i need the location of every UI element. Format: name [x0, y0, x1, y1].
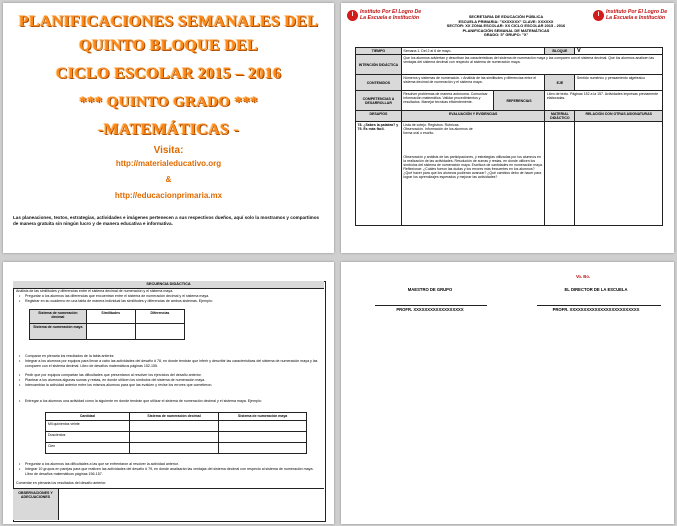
logo-line-2: La Escuela e Institución [606, 15, 666, 21]
tiempo-label: TIEMPO [356, 48, 402, 55]
signatures-page [341, 262, 674, 524]
eje-label: EJE [545, 75, 575, 91]
logo-line-1: Instituto Por El Logro De [606, 9, 668, 15]
t2-row-label: Doscientos [46, 432, 130, 443]
observaciones-divider [13, 488, 324, 489]
comparison-table-1 [29, 309, 185, 340]
sequence-step-7: • Intercambiar la actividad anterior entre los mismos alumnos para que las evalúen y revise los errores que cometieron. [25, 383, 319, 388]
sequence-title: SECUENCIA DIDÁCTICA [13, 281, 324, 289]
desafios-header: DESAFÍOS [356, 111, 402, 122]
contenidos-label: CONTENIDOS [356, 75, 402, 91]
evaluacion-value: Lista de cotejo. Registros. Rúbricas. Observación. Información de los alumnos de forma oral o escrito. [403, 123, 473, 135]
bloque-label: BLOQUE [545, 48, 575, 55]
sequence-step-1: • Preguntar a los alumnos las diferencias que encuentran entre el sistema de numeración decimal y el sistema maya. [25, 294, 319, 299]
material-header: MATERIAL DIDÁCTICO [545, 111, 575, 122]
school-header [421, 15, 591, 38]
cover-page [3, 3, 334, 253]
sequence-page [3, 262, 334, 524]
director-signature-line [537, 305, 661, 306]
director-title: EL DIRECTOR DE LA ESCUELA [564, 287, 628, 292]
t1-cell [86, 324, 135, 340]
sequence-step-9: • Preguntar a los alumnos las dificultades a las que se enfrentaron al resolver la actividad anterior. [25, 462, 319, 467]
logo-line-2: La Escuela e Institución [360, 15, 420, 21]
sequence-step-8: • Entregar a los alumnos una actividad como la siguiente en donde tendrán que utilizar el sistema de numeración decimal y el sistema maya. Ejemplo: [25, 399, 319, 404]
cover-visit-label: Visita: [153, 145, 184, 156]
cover-ampersand: & [165, 175, 172, 184]
header-line: GRADO: 5° GRUPO: "X" [483, 32, 529, 38]
tiempo-value: Semana 1. Del 2 al 6 de mayo. [401, 48, 545, 55]
sequence-step-5: • Pedir que por equipos compartan las dificultades que presentaron al resolver los ejercicios del desafío anterior. [25, 373, 319, 378]
competencias-label: COMPETENCIAS A DESARROLLAR [356, 91, 402, 111]
header-line: PLANIFICACIÓN SEMANAL DE MATEMÁTICAS [462, 27, 550, 33]
sequence-step-6: • Plantear a los alumnos algunas sumas y restas, en donde utilicen los símbolos del sistema de numeración maya. [25, 378, 319, 383]
cover-title-line-3: CICLO ESCOLAR 2015 – 2016 [55, 65, 282, 82]
t1-cell [135, 324, 184, 340]
vobo-label: Vo. Bo. [575, 274, 591, 279]
observaciones-label: OBSERVACIONES Y ADECUACIONES [13, 488, 59, 520]
intencion-value: Que los alumnos adviertan y describan las características del sistema de numeración maya y las comparen con el sistema decimal. Que los alumnos analicen las ventajas del sistema decimal con respecto al sistema de numeración maya. [401, 55, 662, 75]
sequence-intro: Análisis de las similitudes y diferencias entre el sistema decimal de numeración y el sistema maya. [16, 289, 174, 293]
school-logo-right [593, 9, 667, 21]
desafio-value: 78. ¿Sabes la palabra? y 79. Es más fácil. [356, 122, 402, 226]
header-line: SECTOR: XX ZONA ESCOLAR: XX CICLO ESCOLAR 2015 - 2016 [446, 23, 566, 29]
sequence-step-11: Comentar en plenaria los resultados del desafío anterior. [16, 481, 107, 485]
teacher-name: PROFR. XXXXXXXXXXXXXXXXXX [396, 307, 464, 312]
teacher-title: MAESTRO DE GRUPO [407, 287, 453, 292]
sequence-step-4: • Integrar a los alumnos por equipos para llevar a cabo las actividades del desafío # 78, en donde tendrán que inferir y describir las características del sistema de numeración maya y las comparen con el sistema decimal. Libro de desafíos matemáticos páginas 152-155. [25, 359, 319, 368]
cover-url-1[interactable]: http://materialeducativo.org [115, 159, 222, 168]
material-cell [545, 122, 575, 226]
header-line: ESCUELA PRIMARIA: "XXXXXXX" CLAVE: XXXXXX [458, 18, 554, 24]
cover-title-line-2: QUINTO BLOQUE DEL [78, 37, 259, 54]
contenidos-value: Números y sistemas de numeración. • Análisis de las similitudes y diferencias entre el sistema decimal de numeración y el sistema maya. [401, 75, 545, 91]
comparison-table-2 [45, 412, 307, 454]
cover-url-2[interactable]: http://educacionprimaria.mx [114, 191, 223, 200]
t1-header-similitudes: Similitudes [86, 310, 135, 324]
relacion-cell [575, 122, 663, 226]
t2-row-label: Mil quinientos veinte [46, 421, 130, 432]
t1-header-diferencias: Diferencias [135, 310, 184, 324]
relacion-header: RELACIÓN CON OTRAS ASIGNATURAS [575, 111, 663, 122]
logo-line-1: Instituto Por El Logro De [360, 9, 422, 15]
logo-badge-icon: I [593, 10, 604, 21]
sequence-step-2: • Registrar en su cuaderno en una tabla de manera individual las similitudes y diferencias de ambos sistemas. Ejemplo: [25, 299, 319, 304]
school-logo-left [347, 9, 421, 21]
evaluacion-header: EVALUACIÓN Y EVIDENCIAS [401, 111, 545, 122]
t1-header-decimal: Sistema de numeración decimal [30, 310, 87, 324]
cover-title-line-4: *** QUINTO GRADO *** [79, 94, 258, 110]
sequence-step-10: • Integrar 10 grupos en parejas para que realicen las actividades del desafío # 79, en donde analizarán las ventajas del sistema decimal con respecto al sistema de numeración maya. Libro de desafíos matemáticos páginas 156-157. [25, 467, 319, 476]
t1-row-maya: Sistema de numeración maya [30, 324, 87, 340]
logo-badge-icon: I [347, 10, 358, 21]
referencias-label: REFERENCIAS [493, 91, 545, 111]
bloque-value: V [575, 48, 663, 55]
cover-disclaimer: Las planeaciones, textos, estrategias, actividades e imágenes pertenecen a sus respectivos dueños, aquí solo la mostramos y compartimos de manera gratuita sin ningún lucro y de manera educativa e informativa. [13, 215, 320, 226]
evaluacion-cell [401, 122, 545, 226]
cover-title-line-1: PLANIFICACIONES SEMANALES DEL [18, 13, 319, 30]
director-name: PROFR. XXXXXXXXXXXXXXXXXXXXXXXXX [552, 307, 640, 312]
t2-header-decimal: Sistema de numeración decimal [129, 413, 219, 421]
sequence-step-3: • Comparar en plenaria los resultados de la tabla anterior. [25, 354, 319, 359]
evaluacion-value-2: Observación y análisis de las participaciones, y estrategias utilizadas por los alumnos en la realización de las actividades. Resolución de sumas y restas, en donde utilicen los símbolos del sistema de numeración maya. Escritura de cantidades en numeración maya. Reflexionar: ¿Cuáles fueron las dudas y los errores más frecuentes en los alumnos? ¿Qué hacer para que los alumnos pudieran avanzar? ¿Qué cambios debo de hacer para lograr los aprendizajes esperados y mejorar las actividades? [403, 155, 543, 179]
teacher-signature-line [375, 305, 487, 306]
competencias-value: Resolver problemas de manera autónoma. Comunicar información matemática. Validar procedimientos y resultados. Manejar técnicas eficientemente. [401, 91, 493, 111]
t2-header-cantidad: Cantidad [46, 413, 130, 421]
planning-page [341, 3, 674, 253]
intencion-label: INTENCIÓN DIDÁCTICA [356, 55, 402, 75]
t2-row-label: Cien [46, 443, 130, 454]
referencias-value: Libro de texto. Páginas 152 a la 157. Actividades impresas previamente elaboradas. [545, 91, 663, 111]
eje-value: Sentido numérico y pensamiento algebraico [575, 75, 663, 91]
cover-title-line-5: -MATEMÁTICAS - [97, 121, 240, 138]
planning-table [355, 47, 663, 226]
t2-header-maya: Sistema de numeración maya [219, 413, 307, 421]
header-line: SECRETARIA DE EDUCACIÓN PÚBLICA [468, 14, 544, 19]
